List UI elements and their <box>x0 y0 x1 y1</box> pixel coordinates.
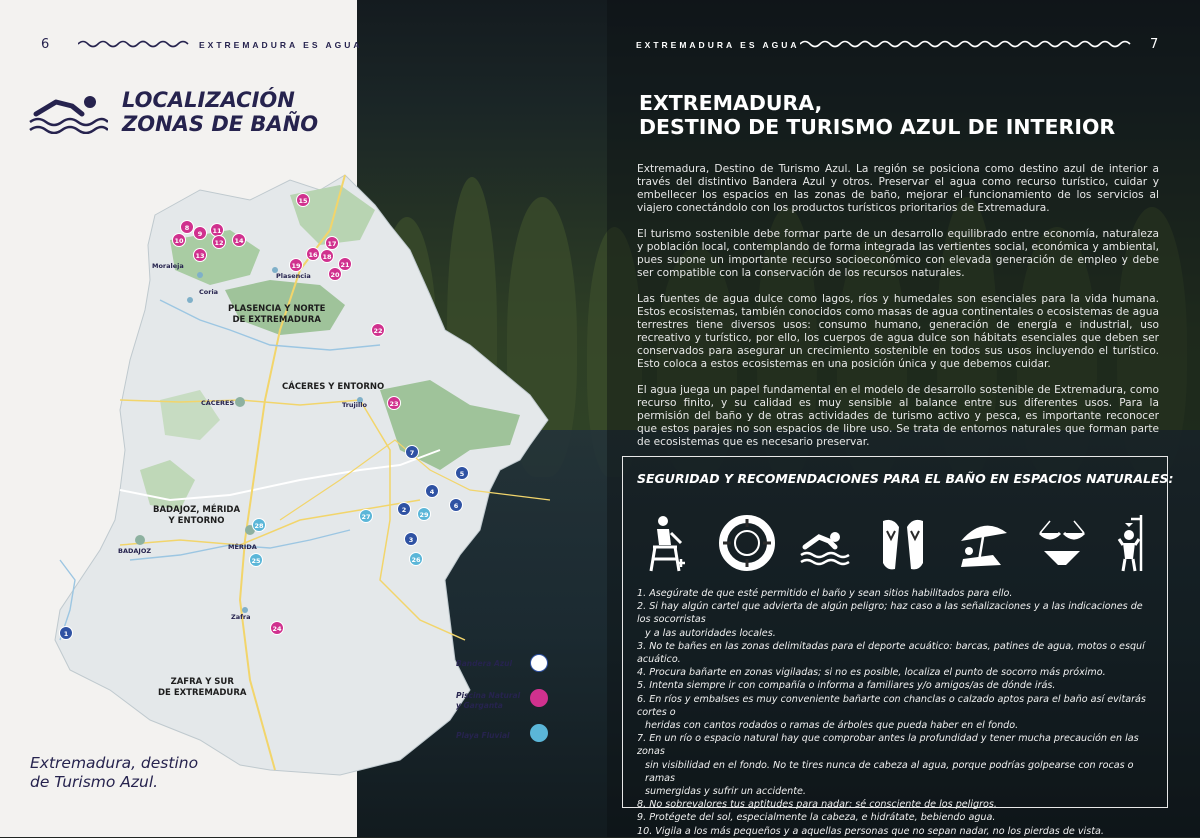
legend-line: y Garganta <box>456 701 503 710</box>
region-label-line: PLASENCIA Y NORTE <box>228 304 326 314</box>
legend-blue-flag-label: Bandera Azul <box>456 659 513 668</box>
map-marker[interactable]: 4 <box>425 484 439 498</box>
map-marker[interactable]: 17 <box>325 236 339 250</box>
recommendation-item: 7. En un río o espacio natural hay que comprobar antes la profundidad y tener mucha precaución en las zonas <box>637 733 1139 758</box>
blue-flag-icon <box>530 654 548 672</box>
life-ring-icon <box>717 513 777 573</box>
right-title-line: DESTINO DE TURISMO AZUL DE INTERIOR <box>639 115 1116 139</box>
recommendation-item: 8. No sobrevalores tus aptitudes para nadar: sé consciente de los peligros. <box>637 799 997 811</box>
safety-title: SEGURIDAD Y RECOMENDACIONES PARA EL BAÑO EN ESPACIOS NATURALES: <box>637 471 1174 486</box>
region-label-line: ZAFRA Y SUR <box>170 677 234 687</box>
recommendation-item: 2. Si hay algún cartel que advierta de algún peligro; haz caso a las señalizaciones y a las indicaciones de los socorristas <box>637 601 1143 626</box>
right-title-line: EXTREMADURA, <box>639 91 823 115</box>
region-label-line: BADAJOZ, MÉRIDA <box>153 505 241 515</box>
left-title-line: ZONAS DE BAÑO <box>122 112 319 136</box>
map-marker[interactable]: 21 <box>338 257 352 271</box>
paragraph: Las fuentes de agua dulce como lagos, ríos y humedales son esenciales para la vida humana. Estos ecosistemas, también conocidos como masas de agua continentales o ecosistemas de agua terrestres tiene diversos usos: consumo humano, generación de energía e industrial, uso recreativo y turístico, por ello, los cuerpos de agua dulce son hábitats esenciales que deben ser conservados para asegurar un crecimiento sostenible en todos sus usos incluyendo el turístico. Esto coloca a estos ecosistemas en una posición única y que debemos cuidar. <box>637 293 1159 370</box>
map-marker[interactable]: 13 <box>193 248 207 262</box>
region-label <box>158 677 246 699</box>
map-marker[interactable]: 1 <box>59 626 73 640</box>
town-dot <box>135 535 145 545</box>
paragraph: El turismo sostenible debe formar parte de un desarrollo equilibrado entre economía, naturaleza y población local, contemplando de forma integrada las vertientes social, económica y ambiental, pues supone un importante recurso socioeconómico con elevada generación de empleo y debe ser compatible con la conservación de los recursos naturales. <box>637 228 1159 279</box>
town-label: Zafra <box>231 613 251 621</box>
safety-icons <box>637 513 1157 575</box>
town-label: MÉRIDA <box>228 543 257 551</box>
beach-umbrella-icon <box>953 513 1013 573</box>
left-title-line: LOCALIZACIÓN <box>122 88 295 112</box>
body-text <box>637 163 1159 462</box>
map-marker[interactable]: 26 <box>409 552 423 566</box>
left-header-label: EXTREMADURA ES AGUA <box>199 40 363 50</box>
recommendation-item: 4. Procura bañarte en zonas vigiladas; si no es posible, localiza el punto de socorro más próximo. <box>637 667 1106 679</box>
map-marker[interactable]: 6 <box>449 498 463 512</box>
town-dot <box>197 272 203 278</box>
right-title <box>639 91 1115 139</box>
region-label: CÁCERES Y ENTORNO <box>282 382 385 392</box>
map-marker[interactable]: 24 <box>270 621 284 635</box>
map-marker[interactable]: 9 <box>193 226 207 240</box>
region-label-line: DE EXTREMADURA <box>232 315 321 325</box>
recommendation-item: 1. Asegúrate de que esté permitido el baño y sean sitios habilitados para ello. <box>637 588 1013 599</box>
footer-line: Extremadura, destino <box>30 754 199 772</box>
map-marker[interactable]: 8 <box>180 220 194 234</box>
recommendation-item: y a las autoridades locales. <box>645 627 776 639</box>
legend-river-beach-label: Playa Fluvial <box>456 731 510 740</box>
map-marker[interactable]: 7 <box>405 445 419 459</box>
lifeguard-chair-icon <box>637 513 697 573</box>
extremadura-map <box>0 140 560 780</box>
recommendation-item: sumergidas y sufrir un accidente. <box>645 786 806 798</box>
recommendation-item: 3. No te bañes en las zonas delimitadas para el deporte acuático: barcas, patines de agua, motos o esquí acuático. <box>637 640 1145 666</box>
town-label: Moraleja <box>152 262 184 270</box>
region-label-line: DE EXTREMADURA <box>158 688 247 698</box>
safety-box <box>622 456 1174 837</box>
legend-natural-pool-label <box>456 691 520 711</box>
map-marker[interactable]: 23 <box>387 396 401 410</box>
swimmer-icon <box>795 513 855 573</box>
right-page-number: 7 <box>1150 37 1159 52</box>
recommendation-item: 6. En ríos y embalses es muy conveniente bañarte con chanclas o calzado aptos para el baño así evitarás cortes o <box>637 693 1146 718</box>
town-dot <box>235 397 245 407</box>
map-marker[interactable]: 11 <box>210 223 224 237</box>
map-marker[interactable]: 20 <box>328 267 342 281</box>
town-dot <box>187 297 193 303</box>
town-label: BADAJOZ <box>118 547 152 555</box>
region-label <box>228 304 325 326</box>
wave-icon <box>800 39 1135 49</box>
map-marker[interactable]: 10 <box>172 233 186 247</box>
legend-line: Piscina Natural <box>456 691 521 700</box>
town-label: CÁCERES <box>201 399 235 407</box>
shower-icon <box>1107 513 1167 573</box>
footer-line: de Turismo Azul. <box>30 773 159 791</box>
bikini-icon <box>1032 513 1092 573</box>
map-marker[interactable]: 19 <box>289 258 303 272</box>
map-marker[interactable]: 14 <box>232 233 246 247</box>
map-marker[interactable]: 28 <box>252 518 266 532</box>
flip-flops-icon <box>873 513 933 573</box>
paragraph: El agua juega un papel fundamental en el modelo de desarrollo sostenible de Extremadura, como recurso finito, y su calidad es muy sensible al balance entre sus diferentes usos. Para la permisión del baño y de otras actividades de turismo activo y pesca, es importante reconocer que estos parajes no son espacios de libre uso. Se trata de entornos naturales que forman parte de ecosistemas que es necesario preservar. <box>637 384 1159 448</box>
river-beach-icon <box>530 724 548 742</box>
map-marker[interactable]: 25 <box>249 553 263 567</box>
left-page-number: 6 <box>41 37 50 52</box>
map-marker[interactable]: 16 <box>306 247 320 261</box>
region-label-line: Y ENTORNO <box>168 516 225 526</box>
recommendation-list <box>637 587 1159 838</box>
map-marker[interactable]: 18 <box>320 249 334 263</box>
recommendation-item: 9. Protégete del sol, especialmente la cabeza, e hidrátate, bebiendo agua. <box>637 812 996 824</box>
swimmer-icon <box>28 92 108 134</box>
town-label: Plasencia <box>276 272 311 280</box>
recommendation-item: 5. Intenta siempre ir con compañía o informa a familiares y/o amigos/as de dónde irás. <box>637 680 1056 692</box>
map-marker[interactable]: 27 <box>359 509 373 523</box>
natural-pool-icon <box>530 689 548 707</box>
town-label: Trujillo <box>342 401 367 409</box>
map-marker[interactable]: 2 <box>397 502 411 516</box>
wave-icon <box>78 39 191 49</box>
map-marker[interactable]: 5 <box>455 466 469 480</box>
recommendation-item: 10. Vigila a los más pequeños y a aquellas personas que no sepan nadar, no los pierdas de vista. <box>637 825 1104 837</box>
town-label: Coria <box>199 288 219 296</box>
map-marker[interactable]: 22 <box>371 323 385 337</box>
left-footer <box>30 754 198 792</box>
map-marker[interactable]: 12 <box>212 235 226 249</box>
left-title <box>122 88 318 136</box>
right-header-label: EXTREMADURA ES AGUA <box>636 40 800 50</box>
region-label <box>153 505 240 527</box>
map-marker[interactable]: 3 <box>404 532 418 546</box>
recommendation-item: heridas con cantos rodados o ramas de árboles que pueda haber en el fondo. <box>645 720 1019 732</box>
paragraph: Extremadura, Destino de Turismo Azul. La región se posiciona como destino azul de interior a través del distintivo Bandera Azul y otros. Preservar el agua como recurso turístico, cuidar y embellecer los espacios en las zonas de baño, mejorar el funcionamiento de los servicios al viajero conectándolo con los productos turísticos prioritarios de Extremadura. <box>637 163 1159 214</box>
map-marker[interactable]: 29 <box>417 507 431 521</box>
map-marker[interactable]: 15 <box>296 193 310 207</box>
recommendation-item: sin visibilidad en el fondo. No te tires nunca de cabeza al agua, porque podrías golpearse con rocas o ramas <box>645 759 1134 784</box>
